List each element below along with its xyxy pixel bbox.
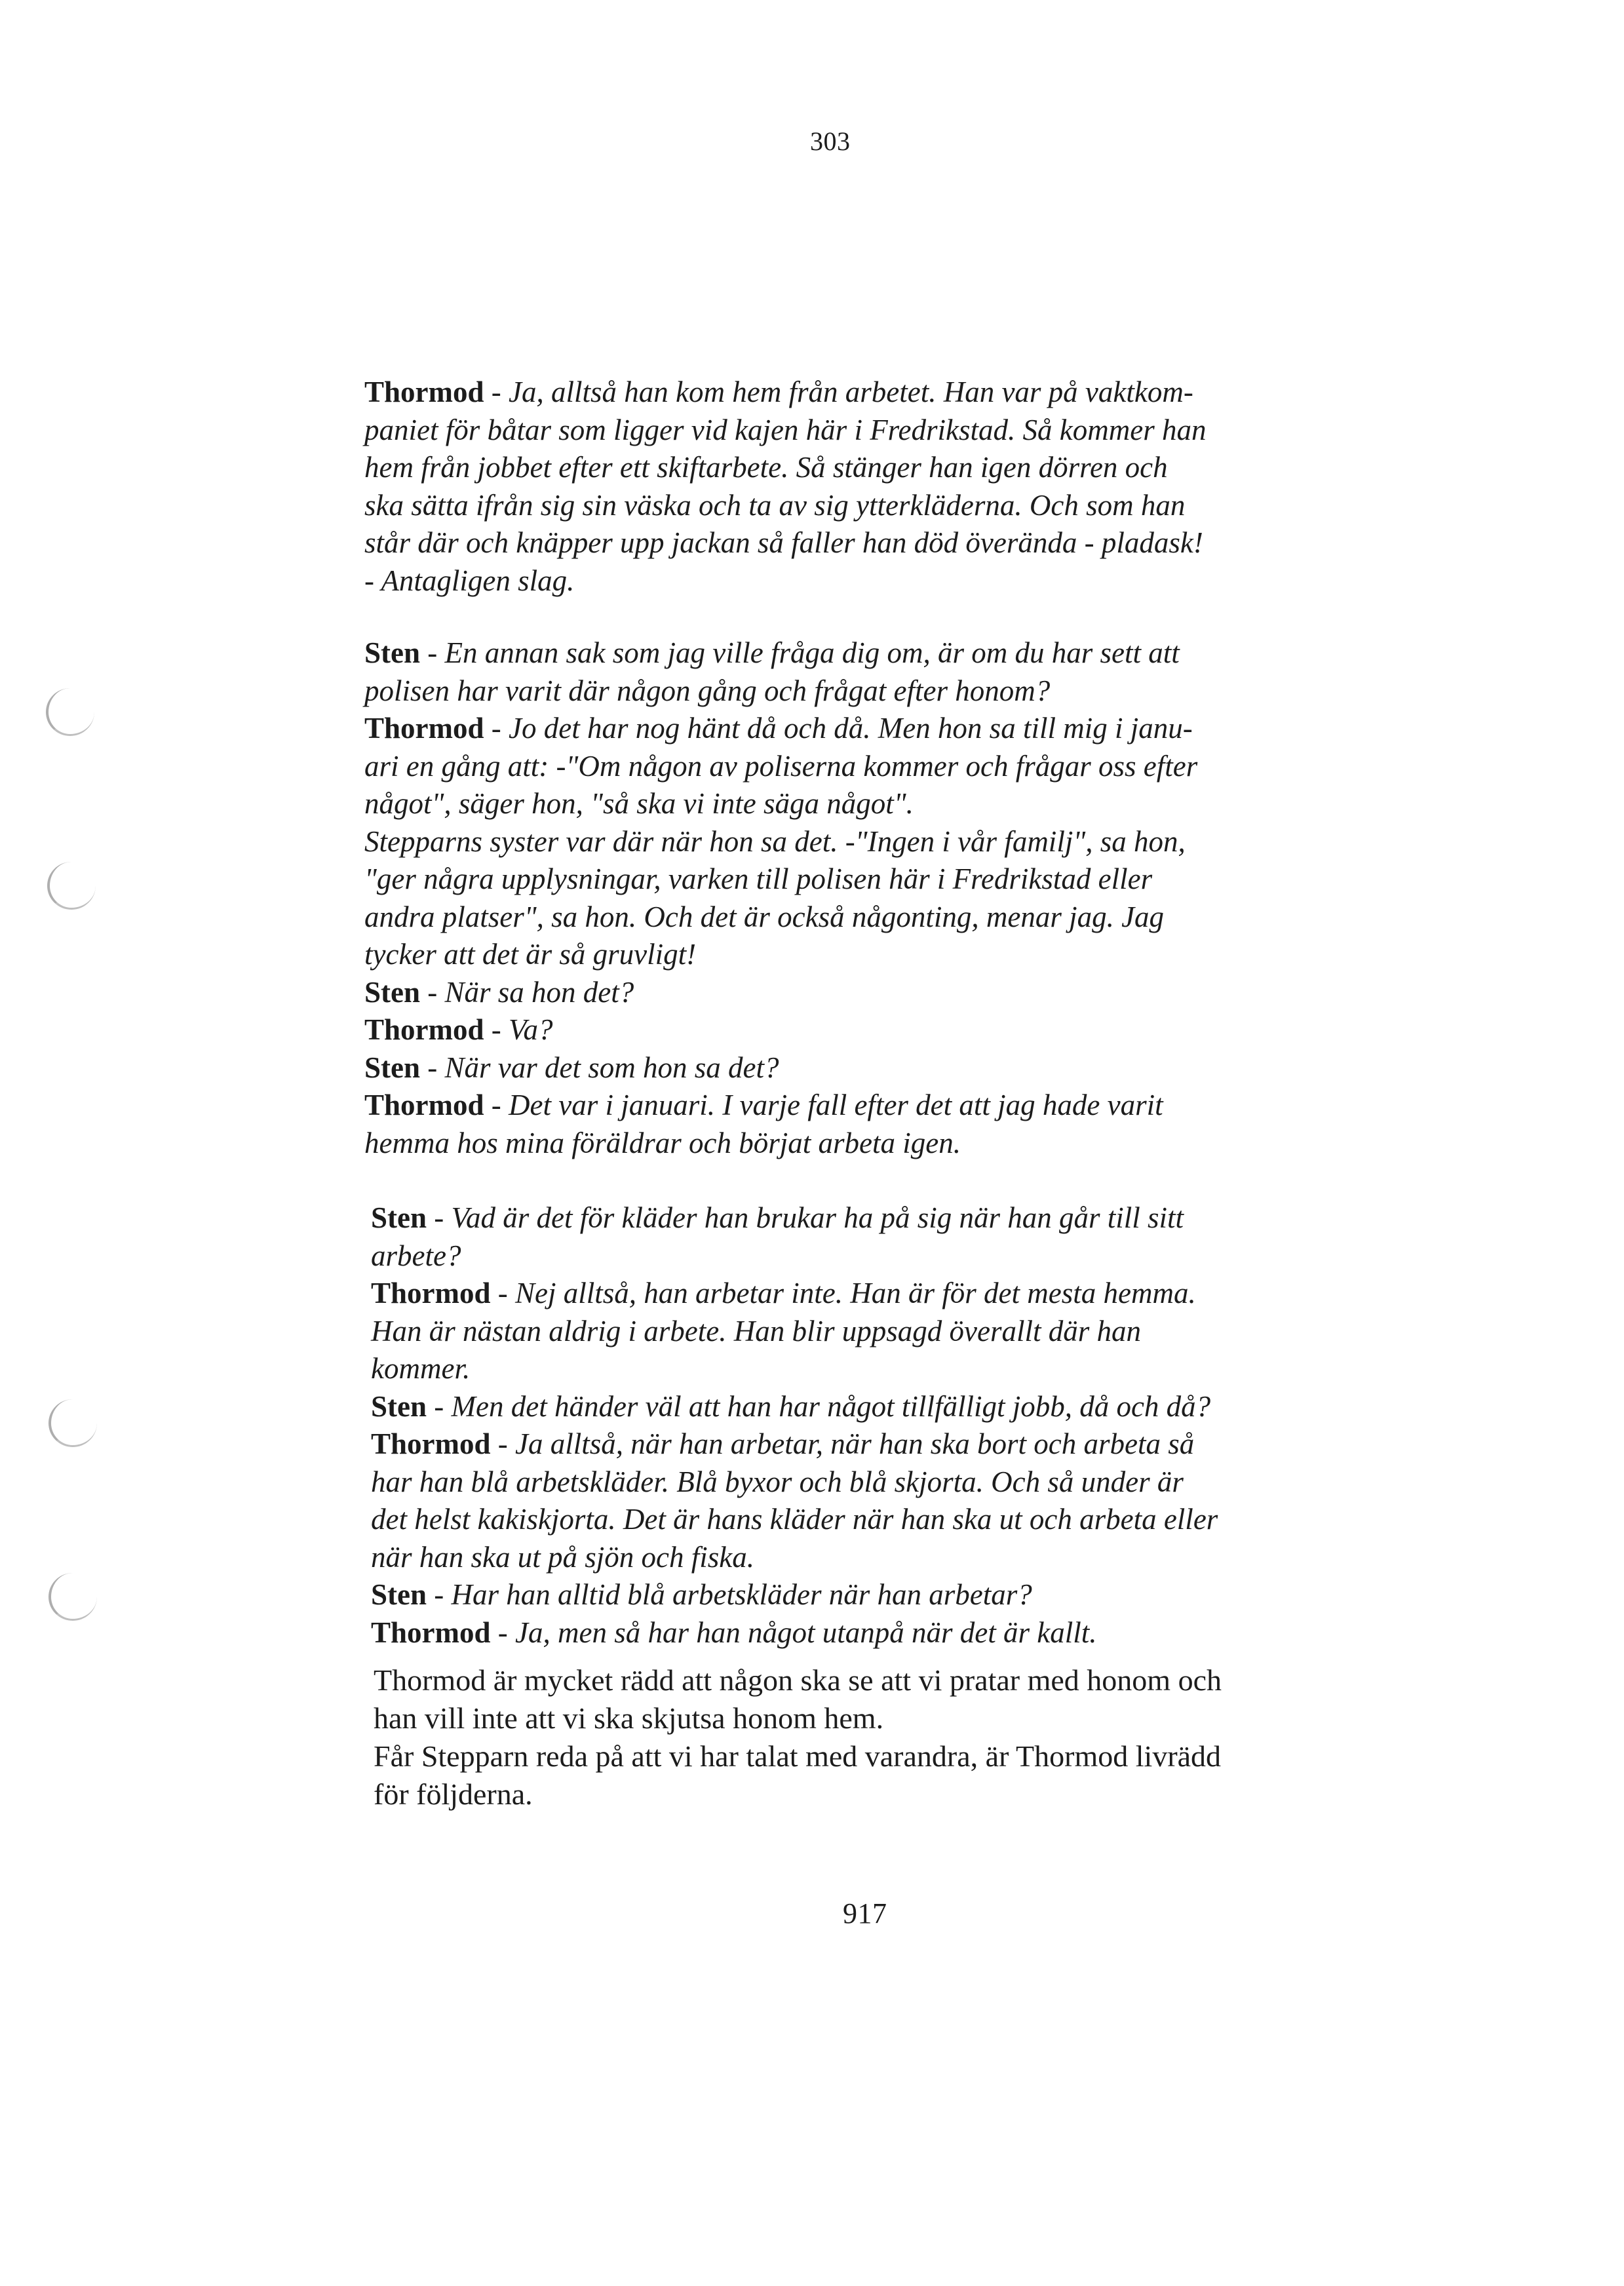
dialogue-line: Thormod - Det var i januari. I varje fall efter det att jag hade varit — [364, 1089, 1163, 1121]
speech-text: "ger några upplysningar, varken till polisen här i Fredrikstad eller — [364, 862, 1153, 895]
speech-text: Stepparns syster var där när hon sa det. -"Ingen i vår familj", sa hon, — [364, 824, 1186, 858]
speaker-name: Thormod — [371, 1427, 491, 1460]
speech-text: - Antagligen slag. — [364, 564, 575, 597]
speech-text: Men det händer väl att han har något tillfälligt jobb, då och då? — [451, 1389, 1211, 1423]
speech-text: kommer. — [371, 1352, 471, 1385]
speech-text: Nej alltså, han arbetar inte. Han är för det mesta hemma. — [515, 1277, 1196, 1309]
dialogue-line: Thormod - Ja, alltså han kom hem från arbetet. Han var på vaktkom- — [364, 376, 1193, 408]
speaker-name: Sten — [364, 975, 421, 1009]
punch-hole-2 — [47, 862, 96, 910]
speech-text: det helst kakiskjorta. Det är hans kläder när han ska ut och arbeta eller — [371, 1503, 1218, 1536]
dialogue-line: Thormod - Ja alltså, när han arbetar, när han ska bort och arbeta så — [371, 1427, 1195, 1460]
speaker-name: Sten — [364, 636, 421, 669]
dialogue-line: Thormod - Ja, men så har han något utanpå när det är kallt. — [371, 1616, 1097, 1649]
speech-text: när han ska ut på sjön och fiska. — [371, 1540, 754, 1574]
speech-text: arbete? — [371, 1239, 461, 1272]
dialogue-block-1 — [364, 374, 1302, 600]
speaker-name: Thormod — [371, 1616, 491, 1649]
narration-line: Thormod är mycket rädd att någon ska se att vi pratar med honom och — [374, 1663, 1222, 1697]
speech-text: något", säger hon, "så ska vi inte säga något". — [364, 787, 914, 820]
speech-text: Ja alltså, när han arbetar, när han ska bort och arbeta så — [515, 1427, 1195, 1460]
speech-text: har han blå arbetskläder. Blå byxor och blå skjorta. Och så under är — [371, 1465, 1184, 1498]
punch-hole-1 — [46, 688, 94, 736]
narration-paragraph — [374, 1661, 1311, 1813]
dialogue-line: Sten - Vad är det för kläder han brukar ha på sig när han går till sitt — [371, 1201, 1184, 1234]
speech-text: Jo det har nog hänt då och då. Men hon sa till mig i janu- — [509, 712, 1193, 745]
speech-text: Ja, men så har han något utanpå när det är kallt. — [515, 1616, 1097, 1649]
speaker-name: Sten — [371, 1578, 427, 1611]
speech-text: paniet för båtar som ligger vid kajen här i Fredrikstad. Så kommer han — [364, 413, 1207, 446]
speech-text: andra platser", sa hon. Och det är också någonting, menar jag. Jag — [364, 900, 1165, 933]
speaker-name: Sten — [371, 1201, 427, 1234]
speech-text: polisen har varit där någon gång och frågat efter honom? — [364, 674, 1051, 707]
speaker-name: Sten — [371, 1389, 427, 1423]
dialogue-line: Sten - Har han alltid blå arbetskläder när han arbetar? — [371, 1578, 1032, 1611]
speech-text: Har han alltid blå arbetskläder när han arbetar? — [451, 1578, 1032, 1611]
narration-line: Får Stepparn reda på att vi har talat med varandra, är Thormod livrädd — [374, 1739, 1222, 1773]
speech-text: Han är nästan aldrig i arbete. Han blir uppsagd överallt där han — [371, 1314, 1142, 1347]
dialogue-block-3 — [371, 1199, 1308, 1652]
speech-text: En annan sak som jag ville fråga dig om, är om du har sett att — [444, 636, 1180, 669]
speech-text: tycker att det är så gruvligt! — [364, 938, 697, 971]
dialogue-line: Sten - En annan sak som jag ville fråga dig om, är om du har sett att — [364, 636, 1180, 669]
speech-text: Ja, alltså han kom hem från arbetet. Han var på vaktkom- — [509, 376, 1193, 408]
speaker-name: Thormod — [364, 1013, 484, 1046]
dialogue-line: Thormod - Nej alltså, han arbetar inte. Han är för det mesta hemma. — [371, 1277, 1196, 1309]
dialogue-line: Sten - När var det som hon sa det? — [364, 1051, 779, 1084]
speaker-name: Thormod — [371, 1277, 491, 1309]
speech-text: står där och knäpper upp jackan så faller han död överända - pladask! — [364, 526, 1203, 559]
speech-text: När sa hon det? — [444, 975, 634, 1009]
narration-line: för följderna. — [374, 1777, 533, 1811]
top-page-number: 303 — [810, 126, 851, 156]
speech-text: hem från jobbet efter ett skiftarbete. Så stänger han igen dörren och — [364, 451, 1168, 484]
speaker-name: Thormod — [364, 376, 484, 408]
speaker-name: Sten — [364, 1051, 421, 1084]
speaker-name: Thormod — [364, 1089, 484, 1121]
speaker-name: Thormod — [364, 712, 484, 745]
dialogue-line: Sten - Men det händer väl att han har något tillfälligt jobb, då och då? — [371, 1389, 1211, 1423]
punch-hole-3 — [48, 1399, 97, 1447]
dialogue-block-2 — [364, 634, 1302, 1162]
speech-text: Vad är det för kläder han brukar ha på sig när han går till sitt — [451, 1201, 1184, 1234]
narration-line: han vill inte att vi ska skjutsa honom hem. — [374, 1701, 884, 1735]
speech-text: Va? — [509, 1013, 553, 1046]
dialogue-line: Sten - När sa hon det? — [364, 975, 634, 1009]
bottom-page-number: 917 — [843, 1897, 887, 1929]
punch-hole-4 — [48, 1573, 97, 1621]
dialogue-line: Thormod - Jo det har nog hänt då och då. Men hon sa till mig i janu- — [364, 712, 1193, 745]
speech-text: ari en gång att: -"Om någon av poliserna kommer och frågar oss efter — [364, 749, 1198, 783]
dialogue-line: Thormod - Va? — [364, 1013, 553, 1046]
speech-text: hemma hos mina föräldrar och börjat arbeta igen. — [364, 1126, 961, 1159]
speech-text: När var det som hon sa det? — [444, 1051, 779, 1084]
speech-text: Det var i januari. I varje fall efter det att jag hade varit — [509, 1089, 1163, 1121]
speech-text: ska sätta ifrån sig sin väska och ta av sig ytterkläderna. Och som han — [364, 488, 1186, 522]
